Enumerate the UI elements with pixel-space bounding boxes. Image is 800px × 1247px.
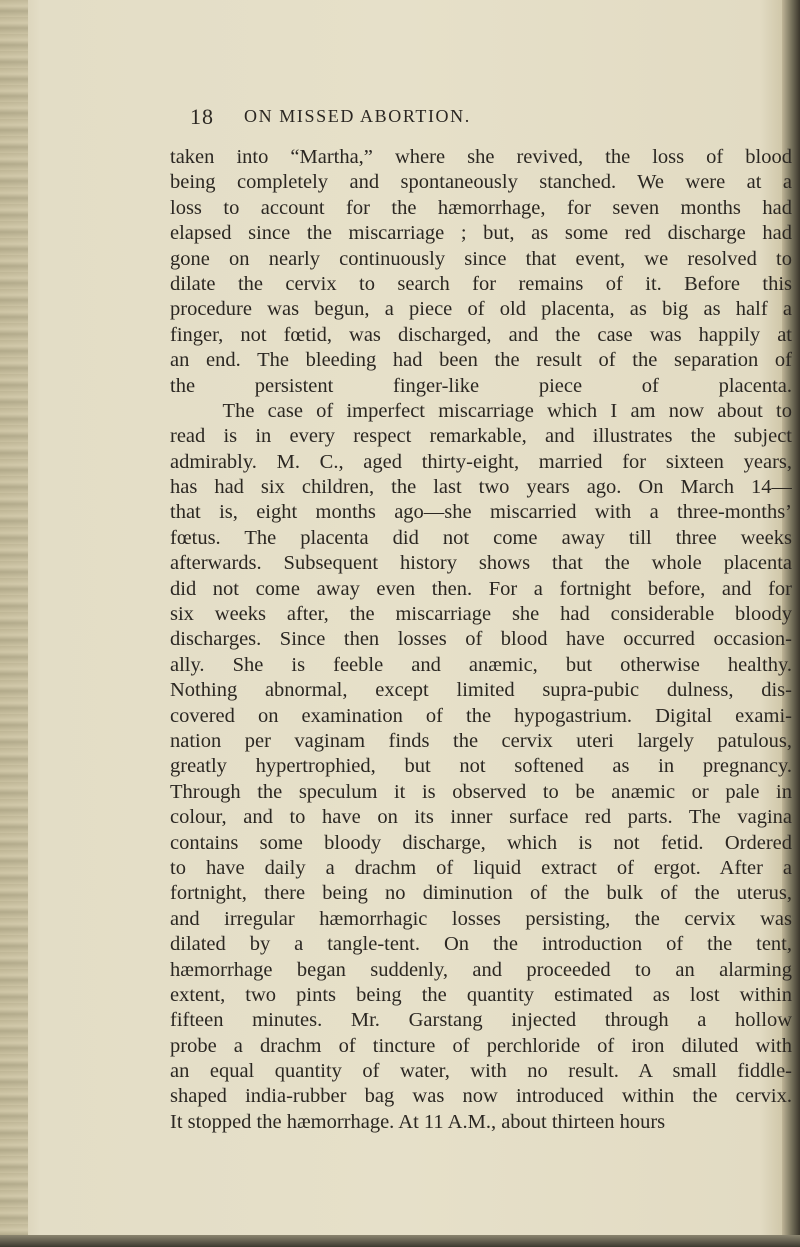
text-line: The case of imperfect miscarriage which I am now about to — [170, 399, 792, 422]
text-line: did not come away even then. For a fortnight before, and for — [170, 577, 792, 600]
text-line: to have daily a drachm of liquid extract of ergot. After a — [170, 856, 792, 879]
text-line: extent, two pints being the quantity estimated as lost within — [170, 983, 792, 1006]
text-line: afterwards. Subsequent history shows that the whole placenta — [170, 552, 792, 575]
text-line: an equal quantity of water, with no result. A small fiddle- — [170, 1060, 792, 1083]
text-line: read is in every respect remarkable, and illustrates the subject — [170, 425, 792, 448]
text-line: finger, not fœtid, was discharged, and the case was happily at — [170, 323, 792, 346]
text-line: and irregular hæmorrhagic losses persisting, the cervix was — [170, 907, 792, 930]
text-line: loss to account for the hæmorrhage, for seven months had — [170, 196, 792, 219]
text-line: gone on nearly continuously since that event, we resolved to — [170, 247, 792, 270]
text-line: Nothing abnormal, except limited supra-pubic dulness, dis- — [170, 679, 792, 702]
text-line: an end. The bleeding had been the result of the separation of — [170, 349, 792, 372]
text-line: nation per vaginam finds the cervix uteri largely patulous, — [170, 729, 792, 752]
text-line: It stopped the hæmorrhage. At 11 A.M., about thirteen hours — [170, 1110, 666, 1133]
page-number: 18 — [190, 104, 214, 129]
running-title: ON MISSED ABORTION. — [244, 106, 471, 126]
text-line: fœtus. The placenta did not come away till three weeks — [170, 526, 792, 549]
text-line: covered on examination of the hypogastrium. Digital exami- — [170, 704, 792, 727]
text-line: ally. She is feeble and anæmic, but otherwise healthy. — [170, 653, 792, 676]
body-text — [170, 145, 792, 1135]
text-line: six weeks after, the miscarriage she had considerable bloody — [170, 603, 792, 626]
text-line: taken into “Martha,” where she revived, the loss of blood — [170, 146, 792, 168]
text-line: greatly hypertrophied, but not softened as in pregnancy. — [170, 755, 792, 778]
page-header — [190, 104, 610, 130]
text-line: hæmorrhage began suddenly, and proceeded to an alarming — [170, 958, 792, 981]
text-line: that is, eight months ago—she miscarried with a three-months’ — [170, 501, 792, 524]
text-line: admirably. M. C., aged thirty-eight, married for sixteen years, — [170, 450, 792, 473]
bottom-edge — [0, 1235, 800, 1247]
text-line: Through the speculum it is observed to be anæmic or pale in — [170, 780, 792, 803]
text-line: dilated by a tangle-tent. On the introduction of the tent, — [170, 933, 792, 956]
text-line: fortnight, there being no diminution of the bulk of the uterus, — [170, 882, 792, 905]
text-line: dilate the cervix to search for remains of it. Before this — [170, 272, 792, 295]
text-line: fifteen minutes. Mr. Garstang injected through a hollow — [170, 1009, 792, 1032]
text-line: colour, and to have on its inner surface red parts. The vagina — [170, 806, 792, 829]
binding-edge — [0, 0, 28, 1247]
text-line: discharges. Since then losses of blood have occurred occasion- — [170, 628, 792, 651]
text-line: probe a drachm of tincture of perchloride of iron diluted with — [170, 1034, 792, 1057]
text-line: contains some bloody discharge, which is not fetid. Ordered — [170, 831, 792, 854]
text-line: elapsed since the miscarriage ; but, as some red discharge had — [170, 222, 792, 245]
text-line: has had six children, the last two years ago. On March 14— — [170, 476, 792, 499]
text-line: procedure was begun, a piece of old placenta, as big as half a — [170, 298, 792, 321]
text-line: being completely and spontaneously stanched. We were at a — [170, 171, 792, 194]
text-line: shaped india-rubber bag was now introduced within the cervix. — [170, 1085, 792, 1108]
text-line: the persistent finger-like piece of placenta. — [170, 374, 792, 397]
